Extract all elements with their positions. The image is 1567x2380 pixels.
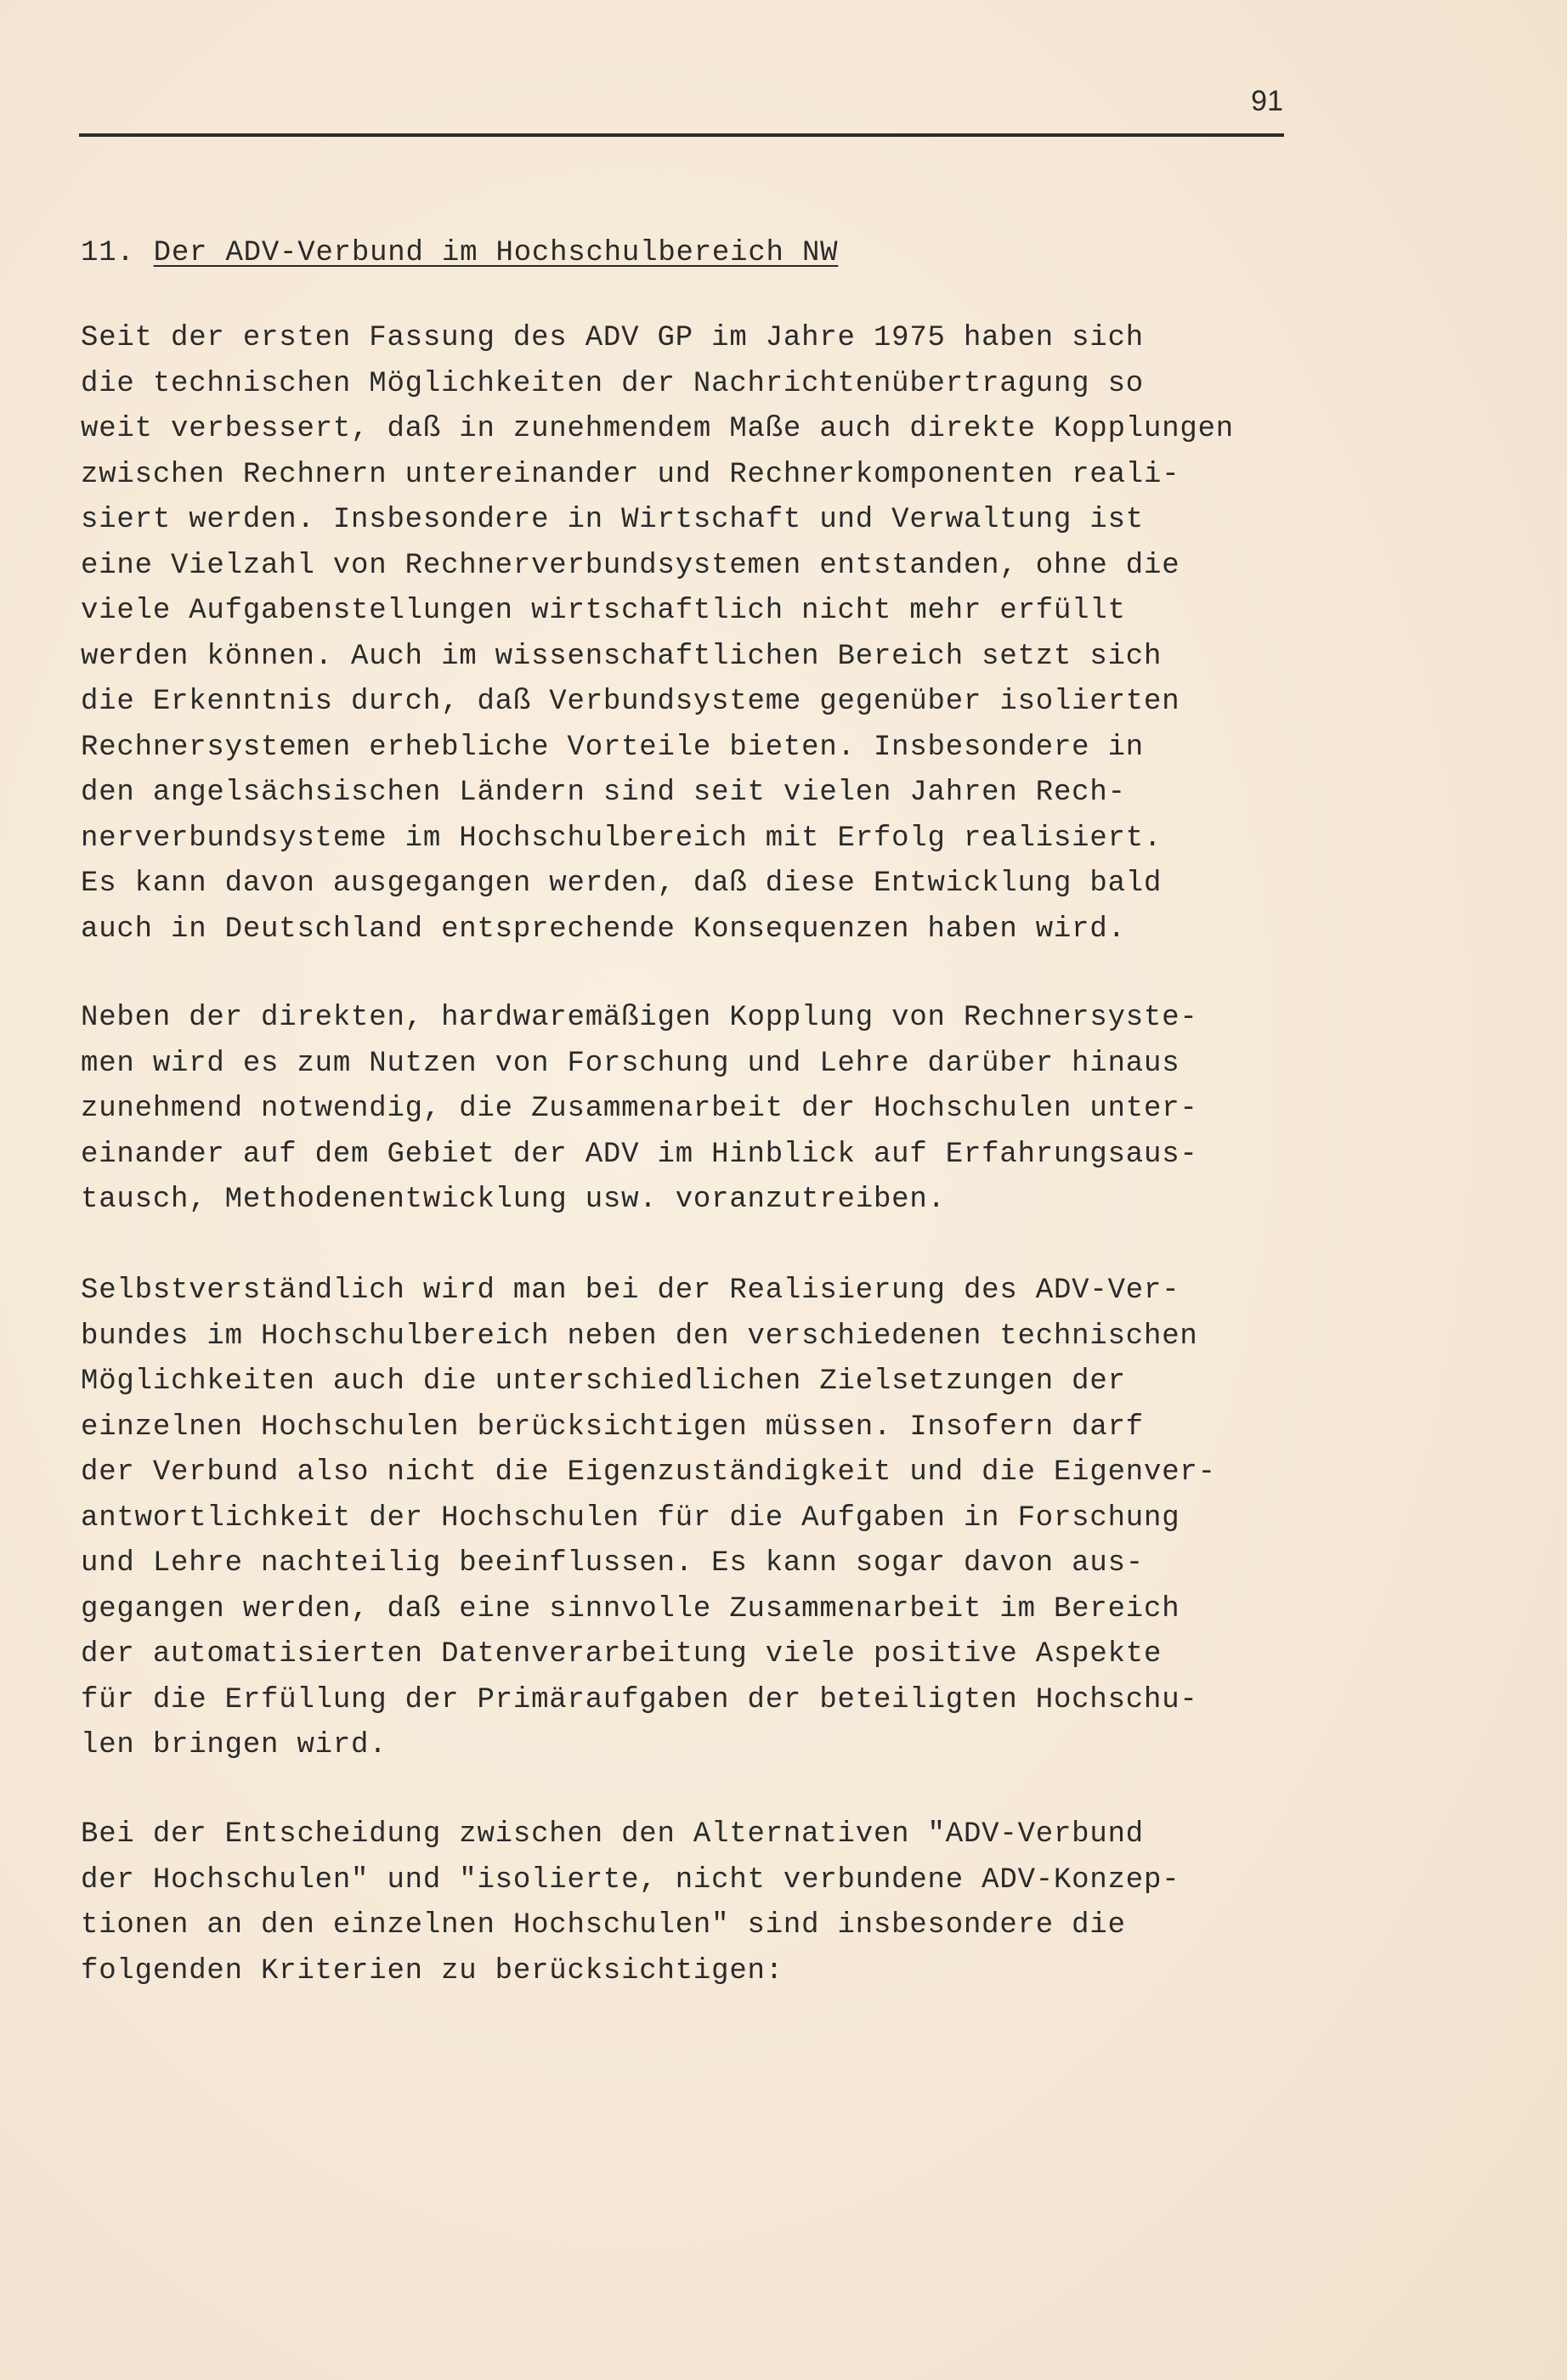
text-line: men wird es zum Nutzen von Forschung und Lehre darüber hinaus xyxy=(81,1047,1180,1080)
paragraph-1 xyxy=(81,316,1296,953)
text-line: weit verbessert, daß in zunehmendem Maße auch direkte Kopplungen xyxy=(81,413,1235,445)
section-heading xyxy=(81,236,1296,270)
text-line: len bringen wird. xyxy=(81,1729,388,1761)
text-line: für die Erfüllung der Primäraufgaben der beteiligten Hochschu- xyxy=(81,1683,1198,1716)
text-line: Bei der Entscheidung zwischen den Alternativen "ADV-Verbund xyxy=(81,1818,1144,1851)
text-line: antwortlichkeit der Hochschulen für die Aufgaben in Forschung xyxy=(81,1501,1180,1535)
text-line: Selbstverständlich wird man bei der Realisierung des ADV-Ver- xyxy=(81,1275,1180,1307)
text-line: viele Aufgabenstellungen wirtschaftlich nicht mehr erfüllt xyxy=(81,595,1126,627)
section-number: 11. xyxy=(81,237,135,269)
text-line: der Verbund also nicht die Eigenzuständigkeit und die Eigenver- xyxy=(81,1456,1216,1489)
text-line: Es kann davon ausgegangen werden, daß diese Entwicklung bald xyxy=(81,868,1163,900)
text-line: der Hochschulen" und "isolierte, nicht verbundene ADV-Konzep- xyxy=(81,1863,1180,1897)
text-line: zwischen Rechnern untereinander und Rechnerkomponenten reali- xyxy=(81,458,1180,491)
paragraph-4 xyxy=(81,1812,1296,1994)
text-line: siert werden. Insbesondere in Wirtschaft und Verwaltung ist xyxy=(81,504,1144,536)
page-number: 91 xyxy=(1251,85,1283,117)
header-rule xyxy=(79,133,1284,137)
text-line: gegangen werden, daß eine sinnvolle Zusammenarbeit im Bereich xyxy=(81,1592,1180,1625)
text-line: die technischen Möglichkeiten der Nachrichtenübertragung so xyxy=(81,367,1144,400)
text-line: Neben der direkten, hardwaremäßigen Kopplung von Rechnersyste- xyxy=(81,1002,1198,1034)
text-line: nerverbundsysteme im Hochschulbereich mit Erfolg realisiert. xyxy=(81,822,1163,855)
text-line: werden können. Auch im wissenschaftlichen Bereich setzt sich xyxy=(81,640,1163,673)
text-line: tausch, Methodenentwicklung usw. voranzutreiben. xyxy=(81,1184,946,1216)
text-line: den angelsächsischen Ländern sind seit vielen Jahren Rech- xyxy=(81,777,1126,809)
text-line: auch in Deutschland entsprechende Konsequenzen haben wird. xyxy=(81,913,1126,946)
section-title: Der ADV-Verbund im Hochschulbereich NW xyxy=(153,237,839,269)
text-line: bundes im Hochschulbereich neben den verschiedenen technischen xyxy=(81,1320,1198,1353)
text-line: Möglichkeiten auch die unterschiedlichen Zielsetzungen der xyxy=(81,1365,1126,1398)
text-line: die Erkenntnis durch, daß Verbundsysteme gegenüber isolierten xyxy=(81,686,1180,718)
text-line: eine Vielzahl von Rechnerverbundsystemen entstanden, ohne die xyxy=(81,549,1180,582)
paragraph-2 xyxy=(81,996,1296,1224)
text-line: und Lehre nachteilig beeinflussen. Es kann sogar davon aus- xyxy=(81,1547,1144,1580)
paragraph-3 xyxy=(81,1269,1296,1769)
text-line: einander auf dem Gebiet der ADV im Hinblick auf Erfahrungsaus- xyxy=(81,1138,1198,1171)
text-line: der automatisierten Datenverarbeitung viele positive Aspekte xyxy=(81,1638,1163,1671)
text-line: folgenden Kriterien zu berücksichtigen: xyxy=(81,1954,784,1987)
text-line: zunehmend notwendig, die Zusammenarbeit der Hochschulen unter- xyxy=(81,1093,1198,1125)
text-line: einzelnen Hochschulen berücksichtigen müssen. Insofern darf xyxy=(81,1410,1144,1444)
text-line: Seit der ersten Fassung des ADV GP im Jahre 1975 haben sich xyxy=(81,322,1144,354)
text-line: tionen an den einzelnen Hochschulen" sind insbesondere die xyxy=(81,1909,1126,1942)
text-line: Rechnersystemen erhebliche Vorteile bieten. Insbesondere in xyxy=(81,731,1144,764)
